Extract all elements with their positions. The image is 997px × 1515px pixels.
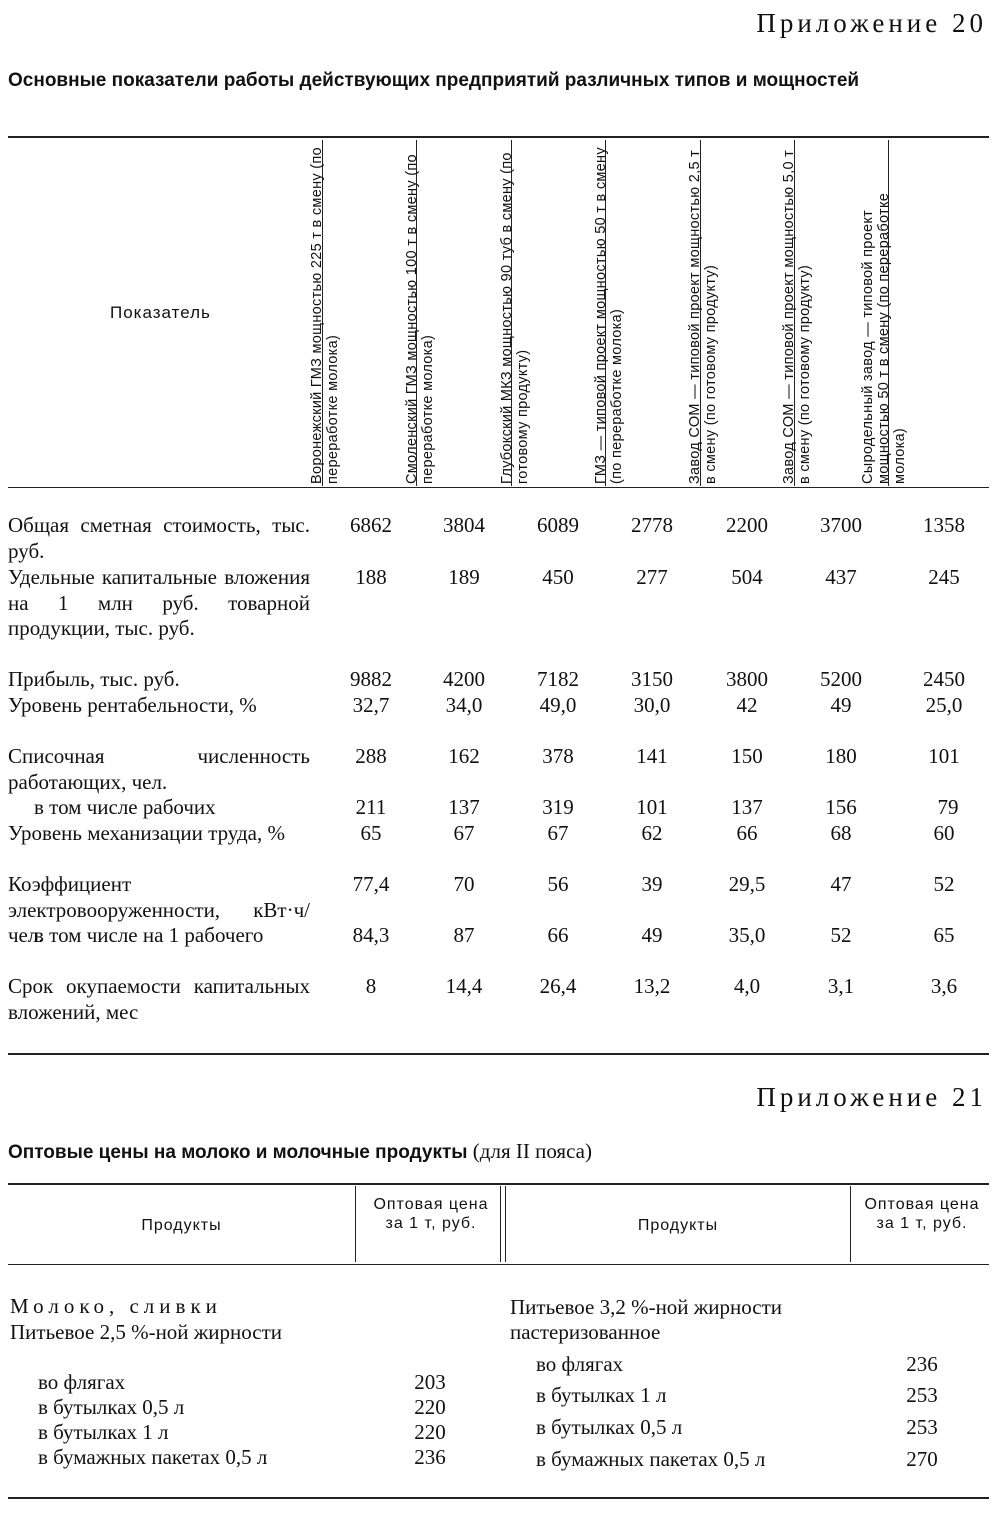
cell: 29,5 <box>728 872 766 896</box>
cell: 65 <box>933 923 955 947</box>
cell: 2450 <box>923 667 965 691</box>
cell: 52 <box>933 872 955 896</box>
head-price-left: Оптовая цена за 1 т, руб. <box>373 1196 489 1232</box>
cell: 52 <box>830 923 852 947</box>
product-name: во флягах <box>536 1352 624 1376</box>
cell: 188 <box>355 565 387 589</box>
cell: 180 <box>825 744 857 768</box>
cell: 6089 <box>537 513 579 537</box>
row-label: Прибыль, тыс. руб. <box>8 667 180 691</box>
product-name: в бумажных пакетах 0,5 л <box>38 1445 268 1469</box>
product-price: 253 <box>906 1415 938 1439</box>
cell: 62 <box>641 821 663 845</box>
product-name: в бумажных пакетах 0,5 л <box>536 1447 766 1471</box>
cell: 70 <box>453 872 475 896</box>
product-price: 203 <box>414 1370 446 1394</box>
product-name: во флягах <box>38 1370 126 1394</box>
table-2-caption <box>8 1140 592 1164</box>
product-price: 270 <box>906 1447 938 1471</box>
cell: 47 <box>830 872 852 896</box>
column-header: Завод СОМ — типовой проект мощностью 5,0 т в смену (по готовому продукту) <box>781 149 813 484</box>
cell: 3700 <box>820 513 862 537</box>
cell: 13,2 <box>633 974 671 998</box>
col-separator <box>355 1186 356 1262</box>
cell: 49,0 <box>539 693 577 717</box>
cell: 34,0 <box>445 693 483 717</box>
cell: 79 <box>937 795 959 819</box>
row-label: Списочная численность работающих, чел. <box>8 744 310 794</box>
cell: 66 <box>736 821 758 845</box>
head-price-right: Оптовая цена за 1 т, руб. <box>864 1196 980 1232</box>
product-name: в бутылках 1 л <box>536 1383 667 1407</box>
cell: 30,0 <box>633 693 671 717</box>
caption-normal: (для II пояса) <box>472 1139 592 1163</box>
column-header: Завод СОМ — типовой проект мощностью 2,5 т в смену (по готовому продукту) <box>687 149 719 484</box>
cell: 42 <box>736 693 758 717</box>
cell: 9882 <box>350 667 392 691</box>
col-separator <box>500 1186 501 1262</box>
cell: 141 <box>636 744 668 768</box>
table-2-header-rule <box>8 1264 989 1265</box>
caption-bold: Оптовые цены на молоко и молочные продукты <box>8 1142 468 1163</box>
cell: 32,7 <box>352 693 390 717</box>
cell: 39 <box>641 872 663 896</box>
head-products-left: Продукты <box>141 1217 222 1234</box>
row-label: Коэффициент электровооруженности, кВт·ч/чел. <box>8 872 310 947</box>
cell: 7182 <box>537 667 579 691</box>
cell: 1358 <box>923 513 965 537</box>
cell: 60 <box>933 821 955 845</box>
cell: 3,6 <box>930 974 958 998</box>
group-title: Молоко, сливки <box>10 1294 222 1318</box>
cell: 319 <box>542 795 574 819</box>
table-1-top-rule <box>8 136 989 138</box>
product-name: в бутылках 0,5 л <box>536 1415 683 1439</box>
product-price: 253 <box>906 1383 938 1407</box>
column-header: Сыродельный завод — типовой проект мощностью 50 т в смену (по переработке молока) <box>860 192 908 484</box>
column-header: Смоленский ГМЗ мощностью 100 т в смену (по переработке молока) <box>404 154 436 484</box>
appendix-20-title: Приложение 20 <box>756 8 987 38</box>
cell: 101 <box>928 744 960 768</box>
row-label: Удельные капитальные вложения на 1 млн руб. товарной продукции, тыс. руб. <box>8 565 310 640</box>
cell: 87 <box>453 923 475 947</box>
cell: 67 <box>453 821 475 845</box>
cell: 450 <box>542 565 574 589</box>
cell: 3800 <box>726 667 768 691</box>
cell: 378 <box>542 744 574 768</box>
column-header: Глубокский МКЗ мощностью 90 туб в смену (по готовому продукту) <box>499 152 531 484</box>
row-label: Срок окупаемости капитальных вложений, мес <box>8 974 310 1024</box>
cell: 137 <box>731 795 763 819</box>
product-price: 236 <box>414 1445 446 1469</box>
cell: 3,1 <box>827 974 855 998</box>
cell: 211 <box>355 795 387 819</box>
cell: 67 <box>547 821 569 845</box>
cell: 65 <box>360 821 382 845</box>
table-2-top-rule <box>8 1183 989 1185</box>
cell: 68 <box>830 821 852 845</box>
row-label: Уровень механизации труда, % <box>8 821 285 845</box>
cell: 2200 <box>726 513 768 537</box>
cell: 162 <box>448 744 480 768</box>
cell: 277 <box>636 565 668 589</box>
cell: 4200 <box>443 667 485 691</box>
row-label: в том числе рабочих <box>34 795 216 819</box>
product-name: в бутылках 1 л <box>38 1420 169 1444</box>
cell: 4,0 <box>733 974 761 998</box>
cell: 66 <box>547 923 569 947</box>
cell: 2778 <box>631 513 673 537</box>
col-separator <box>850 1186 851 1262</box>
cell: 5200 <box>820 667 862 691</box>
cell: 245 <box>928 565 960 589</box>
cell: 189 <box>448 565 480 589</box>
row-label: Уровень рентабельности, % <box>8 693 257 717</box>
cell: 35,0 <box>728 923 766 947</box>
table-1-header-rule <box>8 487 989 488</box>
cell: 437 <box>825 565 857 589</box>
cell: 26,4 <box>539 974 577 998</box>
product-name: в бутылках 0,5 л <box>38 1395 185 1419</box>
table-1-caption: Основные показатели работы действующих предприятий различных типов и мощностей <box>8 70 860 91</box>
cell: 14,4 <box>445 974 483 998</box>
cell: 288 <box>355 744 387 768</box>
product-price: 220 <box>414 1420 446 1444</box>
cell: 3150 <box>631 667 673 691</box>
cell: 49 <box>830 693 852 717</box>
subgroup-title: Питьевое 3,2 %-ной жирности пастеризованное <box>510 1295 783 1344</box>
cell: 84,3 <box>352 923 390 947</box>
column-header: ГМЗ — типовой проект мощностью 50 т в смену (по переработке молока) <box>593 147 625 484</box>
table-1-bottom-rule <box>8 1053 989 1055</box>
cell: 504 <box>731 565 763 589</box>
cell: 156 <box>825 795 857 819</box>
cell: 49 <box>641 923 663 947</box>
appendix-21-title: Приложение 21 <box>756 1082 987 1112</box>
row-label: в том числе на 1 рабочего <box>34 923 264 947</box>
product-price: 236 <box>906 1352 938 1376</box>
cell: 6862 <box>350 513 392 537</box>
subgroup-title: Питьевое 2,5 %-ной жирности <box>10 1320 283 1344</box>
row-label: Общая сметная стоимость, тыс. руб. <box>8 513 310 563</box>
cell: 101 <box>636 795 668 819</box>
head-products-right: Продукты <box>637 1217 719 1234</box>
cell: 137 <box>448 795 480 819</box>
table-2-bottom-rule <box>8 1497 989 1499</box>
cell: 3804 <box>443 513 485 537</box>
cell: 25,0 <box>925 693 963 717</box>
product-price: 220 <box>414 1395 446 1419</box>
cell: 77,4 <box>352 872 390 896</box>
cell: 56 <box>547 872 569 896</box>
indicator-header: Показатель <box>110 303 211 322</box>
cell: 8 <box>365 974 377 998</box>
column-header: Воронежский ГМЗ мощностью 225 т в смену (по переработке молока) <box>309 147 341 484</box>
cell: 150 <box>731 744 763 768</box>
